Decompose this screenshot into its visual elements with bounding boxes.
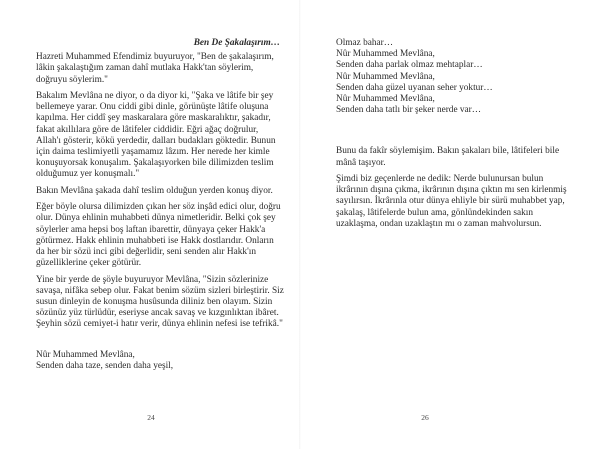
running-head: Ben De Şakalaşırım…: [193, 38, 280, 48]
paragraph: Şimdi biz geçenlerde ne dedik: Nerde bulunursan bulun ikrârının dışına çıkma, ikrârının dışına çıktın mı sen kirlenmiş sayılırsın. İkrârınla otur dünya ehliyle bir sürü muhabbet yap, şakalaş, lâtifelerde bulun ama, gönlündekinden sakın uzaklaşma, ondan uzaklaştın mı o zaman mahvolursun.: [336, 174, 567, 229]
paragraph: Hazreti Muhammed Efendimiz buyuruyor, "Ben de şakalaşırım, lâkin şakalaştığım zaman dahî mutlaka Hakk'tan söylerim, doğruyu söylerim.": [36, 52, 274, 85]
verse-line: Nûr Muhammed Mevlâna,: [336, 94, 435, 105]
paragraph: Bakalım Mevlâna ne diyor, o da diyor ki, "Şaka ve lâtife bir şey bellemeye yarar. Onu ciddi gibi dinle, görünüşte lâtife oluşuna kapılma. Her ciddî şey maskaralara göre maskaralıktır, şakadır, fakat akıllılara göre de lâtifeler ciddidir. Eğri ağaç doğrulur, Allah'ı gösterir, kökü yerdedir, dalları budakları göktedir. Bunun için daima teslimiyetli yaşamamız lâzım. Her nerede her kimle konuşuyorsak konuşalım. Şakalaşıyorken bile dilimizden teslim olduğumuz yer konuşmalı.": [36, 91, 276, 180]
verse-line: Senden daha taze, senden daha yeşil,: [36, 361, 174, 372]
right-text-column: [336, 38, 568, 235]
page-number: 26: [421, 413, 429, 422]
verse-line: Senden daha parlak olmaz mehtaplar…: [336, 60, 483, 71]
paragraph: Yine bir yerde de şöyle buyuruyor Mevlâna, "Sizin sözlerinize savaşa, nifâka sebep olur. Fakat benim sözüm sizleri birleştirir. Siz susun dinleyin de konuşma husûsunda diliniz ben olayım. Sizin sözünüz yüz türlüdür, eseriyse ancak savaş ve kızgınlıktan ibâret. Şeyhin sözü cemiyet-i hatır verir, dünya ehlinin nefesi ise tefrikâ.": [36, 274, 284, 330]
right-page: [300, 0, 600, 449]
paragraph: Bakın Mevlâna şakada dahî teslim olduğun yerden konuş diyor.: [36, 185, 273, 196]
verse-line: Senden daha tatlı bir şeker nerde var…: [336, 105, 482, 116]
paragraph: Bunu da fakîr söylemişim. Bakın şakaları bile, lâtifeleri bile mânâ taşıyor.: [336, 146, 560, 168]
verse-line: Nûr Muhammed Mevlâna,: [336, 71, 435, 82]
left-text-column: [36, 38, 284, 372]
verse-spacer: [36, 336, 284, 350]
page-number: 24: [147, 413, 155, 422]
verse-block: [336, 38, 568, 116]
verse-line: Nûr Muhammed Mevlâna,: [36, 349, 135, 360]
paragraph: Eğer böyle olursa dilimizden çıkan her söz inşâd edici olur, doğru olur. Dünya ehlinin muhabbeti dünya nimetleridir. Belki çok şey söylerler ama hepsi boş laftan ibarettir, dünyaya çeker Hakk'a götürmez. Hakk ehlinin muhabbeti ise Hakk dostlarıdır. Onların da her bir sözü inci gibi değerlidir, seni senden alır Hakk'ın güzelliklerine çeker götürür.: [36, 202, 281, 269]
verse-line: Senden daha güzel uyanan seher yoktur…: [336, 82, 493, 93]
verse-line: Olmaz bahar…: [336, 38, 394, 48]
paragraph-spacer: [336, 116, 568, 146]
verse-block: [36, 350, 284, 372]
verse-line: Nûr Muhammed Mevlâna,: [336, 49, 435, 60]
